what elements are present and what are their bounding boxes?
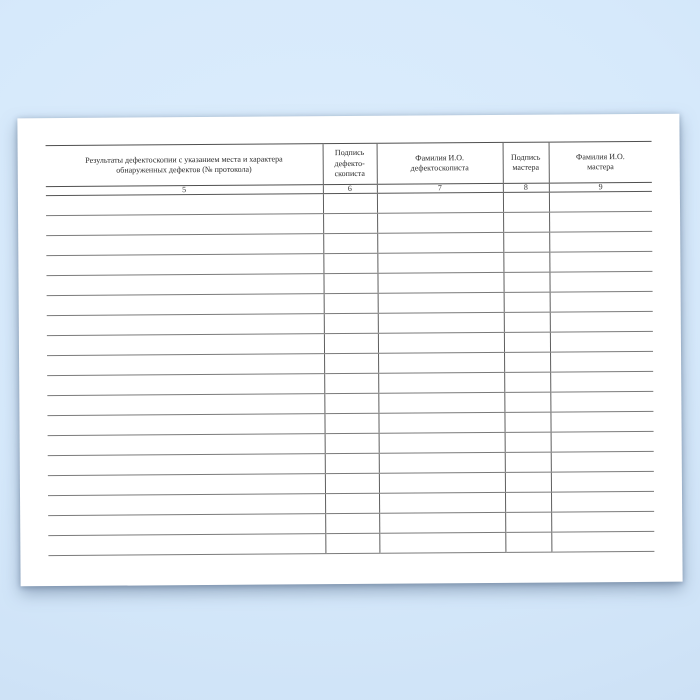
empty-cell bbox=[505, 432, 551, 452]
empty-cell bbox=[550, 291, 653, 312]
empty-cell bbox=[325, 433, 379, 453]
empty-cell bbox=[47, 374, 324, 396]
empty-cell bbox=[46, 254, 323, 276]
empty-cell bbox=[550, 311, 653, 332]
empty-cell bbox=[504, 292, 550, 312]
empty-cell bbox=[549, 231, 652, 252]
form-table-body bbox=[46, 191, 654, 555]
column-header-master-name: Фамилия И.О. мастера bbox=[549, 141, 652, 183]
empty-cell bbox=[549, 211, 652, 232]
empty-cell bbox=[379, 532, 505, 553]
empty-cell bbox=[325, 493, 379, 513]
empty-cell bbox=[323, 213, 377, 233]
empty-cell bbox=[48, 474, 325, 496]
empty-cell bbox=[47, 314, 324, 336]
empty-cell bbox=[550, 331, 653, 352]
empty-cell bbox=[505, 512, 551, 532]
empty-cell bbox=[504, 312, 550, 332]
empty-cell bbox=[323, 273, 377, 293]
empty-cell bbox=[379, 472, 505, 493]
empty-cell bbox=[378, 412, 504, 433]
empty-cell bbox=[324, 313, 378, 333]
empty-cell bbox=[549, 271, 652, 292]
empty-cell bbox=[504, 332, 550, 352]
empty-cell bbox=[48, 454, 325, 476]
empty-cell bbox=[505, 472, 551, 492]
column-number: 5 bbox=[46, 185, 323, 196]
column-header-master-signature: Подпись мастера bbox=[503, 142, 549, 183]
empty-cell bbox=[323, 253, 377, 273]
empty-cell bbox=[504, 352, 550, 372]
empty-cell bbox=[504, 372, 550, 392]
empty-cell bbox=[551, 431, 654, 452]
empty-cell bbox=[503, 232, 549, 252]
empty-cell bbox=[48, 514, 325, 536]
empty-cell bbox=[504, 392, 550, 412]
empty-cell bbox=[378, 312, 504, 333]
empty-cell bbox=[324, 293, 378, 313]
empty-cell bbox=[379, 452, 505, 473]
empty-cell bbox=[504, 412, 550, 432]
column-number: 8 bbox=[503, 183, 549, 192]
empty-cell bbox=[377, 272, 503, 293]
empty-cell bbox=[551, 451, 654, 472]
empty-cell bbox=[324, 393, 378, 413]
empty-cell bbox=[323, 193, 377, 213]
empty-cell bbox=[551, 531, 654, 552]
empty-cell bbox=[503, 252, 549, 272]
empty-cell bbox=[46, 214, 323, 236]
empty-cell bbox=[325, 473, 379, 493]
empty-cell bbox=[549, 251, 652, 272]
empty-cell bbox=[324, 373, 378, 393]
empty-cell bbox=[550, 411, 653, 432]
column-header-defectoscopist-name: Фамилия И.О. дефектоскописта bbox=[377, 142, 503, 184]
empty-cell bbox=[550, 351, 653, 372]
empty-cell bbox=[379, 492, 505, 513]
empty-cell bbox=[378, 292, 504, 313]
empty-cell bbox=[324, 353, 378, 373]
empty-cell bbox=[503, 212, 549, 232]
empty-cell bbox=[503, 272, 549, 292]
column-number: 6 bbox=[323, 184, 377, 193]
empty-cell bbox=[323, 233, 377, 253]
defectoscopy-results-table bbox=[46, 141, 655, 556]
empty-cell bbox=[550, 371, 653, 392]
empty-cell bbox=[505, 532, 551, 552]
column-header-results: Результаты дефектоскопии с указанием места и характера обнаруженных дефектов (№ протокола) bbox=[46, 144, 323, 187]
empty-cell bbox=[551, 491, 654, 512]
empty-cell bbox=[550, 391, 653, 412]
header-row bbox=[46, 141, 652, 186]
empty-cell bbox=[505, 452, 551, 472]
empty-cell bbox=[378, 392, 504, 413]
empty-cell bbox=[46, 194, 323, 216]
empty-cell bbox=[325, 533, 379, 553]
empty-cell bbox=[47, 334, 324, 356]
table-row bbox=[48, 531, 654, 555]
empty-cell bbox=[46, 274, 323, 296]
empty-cell bbox=[379, 432, 505, 453]
empty-cell bbox=[47, 354, 324, 376]
form-sheet bbox=[17, 114, 682, 587]
column-header-defectoscopist-signature: Подпись дефекто- скописта bbox=[323, 143, 377, 184]
empty-cell bbox=[48, 534, 325, 556]
column-number: 7 bbox=[377, 183, 503, 193]
empty-cell bbox=[505, 492, 551, 512]
empty-cell bbox=[378, 332, 504, 353]
empty-cell bbox=[324, 333, 378, 353]
empty-cell bbox=[377, 192, 503, 213]
empty-cell bbox=[48, 494, 325, 516]
empty-cell bbox=[551, 471, 654, 492]
empty-cell bbox=[378, 352, 504, 373]
empty-cell bbox=[377, 212, 503, 233]
empty-cell bbox=[551, 511, 654, 532]
empty-cell bbox=[549, 191, 652, 212]
empty-cell bbox=[325, 513, 379, 533]
empty-cell bbox=[48, 434, 325, 456]
empty-cell bbox=[378, 372, 504, 393]
empty-cell bbox=[46, 234, 323, 256]
empty-cell bbox=[503, 192, 549, 212]
column-number: 9 bbox=[549, 182, 652, 192]
empty-cell bbox=[47, 414, 324, 436]
empty-cell bbox=[377, 252, 503, 273]
empty-cell bbox=[47, 294, 324, 316]
empty-cell bbox=[377, 232, 503, 253]
empty-cell bbox=[47, 394, 324, 416]
empty-cell bbox=[325, 453, 379, 473]
empty-cell bbox=[379, 512, 505, 533]
empty-cell bbox=[324, 413, 378, 433]
